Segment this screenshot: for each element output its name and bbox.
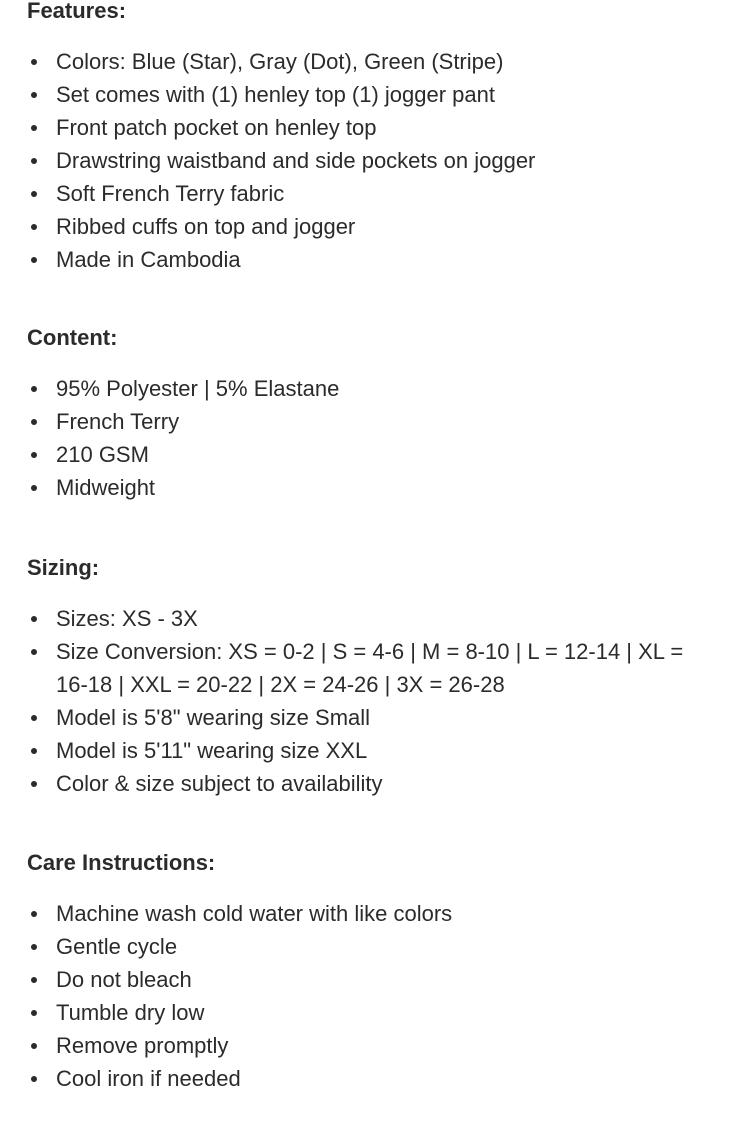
list-item: Ribbed cuffs on top and jogger (27, 210, 708, 243)
list-item: Model is 5'11" wearing size XXL (27, 734, 708, 767)
list-item: French Terry (27, 405, 708, 438)
list-item: Made in Cambodia (27, 243, 708, 276)
features-heading: Features: (27, 0, 127, 23)
care-instructions-heading: Care Instructions: (27, 850, 216, 875)
list-item: Colors: Blue (Star), Gray (Dot), Green (Stripe) (27, 45, 708, 78)
list-item: Soft French Terry fabric (27, 177, 708, 210)
list-item: Midweight (27, 471, 708, 504)
list-item: Tumble dry low (27, 996, 708, 1029)
list-item: Drawstring waistband and side pockets on jogger (27, 144, 708, 177)
list-item: Model is 5'8" wearing size Small (27, 701, 708, 734)
list-item: 95% Polyester | 5% Elastane (27, 372, 708, 405)
content-section (27, 325, 708, 504)
list-item: Remove promptly (27, 1029, 708, 1062)
sizing-heading: Sizing: (27, 555, 100, 580)
list-item: Sizes: XS - 3X (27, 602, 708, 635)
features-section (27, 0, 708, 276)
list-item: Do not bleach (27, 963, 708, 996)
list-item: Front patch pocket on henley top (27, 111, 708, 144)
care-instructions-list (27, 897, 708, 1095)
features-list (27, 45, 708, 276)
list-item: Size Conversion: XS = 0-2 | S = 4-6 | M = 8-10 | L = 12-14 | XL = 16-18 | XXL = 20-22 | 2X = 24-26 | 3X = 26-28 (27, 635, 708, 701)
content-list (27, 372, 708, 504)
list-item: Color & size subject to availability (27, 767, 708, 800)
content-heading: Content: (27, 325, 118, 350)
list-item: Cool iron if needed (27, 1062, 708, 1095)
care-instructions-section (27, 850, 708, 1095)
sizing-list (27, 602, 708, 800)
sizing-section (27, 555, 708, 800)
list-item: Gentle cycle (27, 930, 708, 963)
list-item: Set comes with (1) henley top (1) jogger pant (27, 78, 708, 111)
list-item: Machine wash cold water with like colors (27, 897, 708, 930)
list-item: 210 GSM (27, 438, 708, 471)
